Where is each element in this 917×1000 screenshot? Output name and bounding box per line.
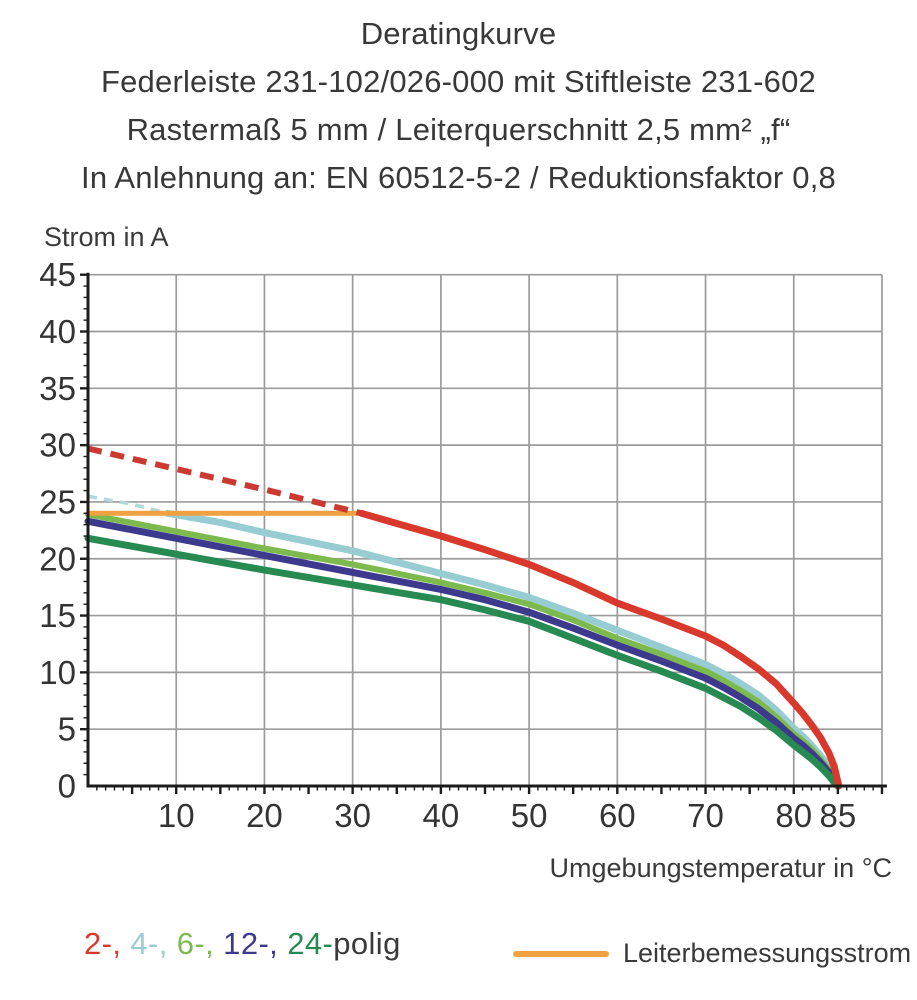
y-tick-label: 5 bbox=[57, 710, 76, 748]
y-tick-label: 25 bbox=[39, 483, 76, 521]
y-tick-label: 45 bbox=[39, 256, 76, 294]
rated-current-legend bbox=[513, 938, 911, 969]
subtitle-product: Federleiste 231-102/026-000 mit Stiftleiste 231-602 bbox=[100, 64, 816, 99]
poles-legend-part: polig bbox=[333, 926, 401, 961]
y-axis-title: Strom in A bbox=[44, 222, 169, 252]
y-tick-label: 20 bbox=[39, 540, 76, 578]
y-tick-label: 0 bbox=[57, 767, 76, 805]
x-tick-label: 60 bbox=[598, 797, 636, 834]
y-tick-label: 40 bbox=[39, 313, 76, 351]
y-tick-label: 35 bbox=[39, 369, 76, 407]
y-tick-label: 10 bbox=[39, 653, 76, 691]
chart-title: Deratingkurve bbox=[360, 16, 557, 51]
curve-24-polig bbox=[88, 538, 838, 786]
rated-current-swatch bbox=[513, 951, 609, 957]
x-axis-title: Umgebungstemperatur in °C bbox=[549, 853, 892, 883]
poles-legend-part: 6-, bbox=[176, 926, 224, 961]
x-tick-label: 70 bbox=[687, 797, 724, 834]
poles-legend-part: 2-, bbox=[84, 926, 131, 961]
poles-legend bbox=[84, 926, 401, 962]
curve-dashed-2-polig bbox=[88, 449, 362, 514]
x-tick-label: 10 bbox=[157, 797, 195, 834]
poles-legend-part: 4-, bbox=[130, 926, 177, 961]
poles-legend-part: 24- bbox=[287, 926, 334, 961]
x-tick-label: 20 bbox=[246, 797, 283, 834]
curve-dashed-4-polig bbox=[88, 496, 167, 513]
x-tick-label: 50 bbox=[510, 797, 548, 834]
y-tick-label: 30 bbox=[39, 426, 76, 464]
x-tick-label: 30 bbox=[334, 797, 372, 834]
subtitle-norm: In Anlehnung an: EN 60512-5-2 / Reduktionsfaktor 0,8 bbox=[81, 160, 836, 195]
subtitle-spec: Rastermaß 5 mm / Leiterquerschnitt 2,5 mm² „f“ bbox=[126, 112, 791, 147]
y-tick-label: 15 bbox=[39, 597, 76, 635]
x-tick-label: 85 bbox=[819, 797, 857, 834]
poles-legend-part: 12-, bbox=[223, 926, 288, 961]
rated-current-label: Leiterbemessungsstrom bbox=[623, 938, 912, 968]
x-tick-label: 40 bbox=[422, 797, 460, 834]
x-tick-label: 80 bbox=[775, 797, 813, 834]
